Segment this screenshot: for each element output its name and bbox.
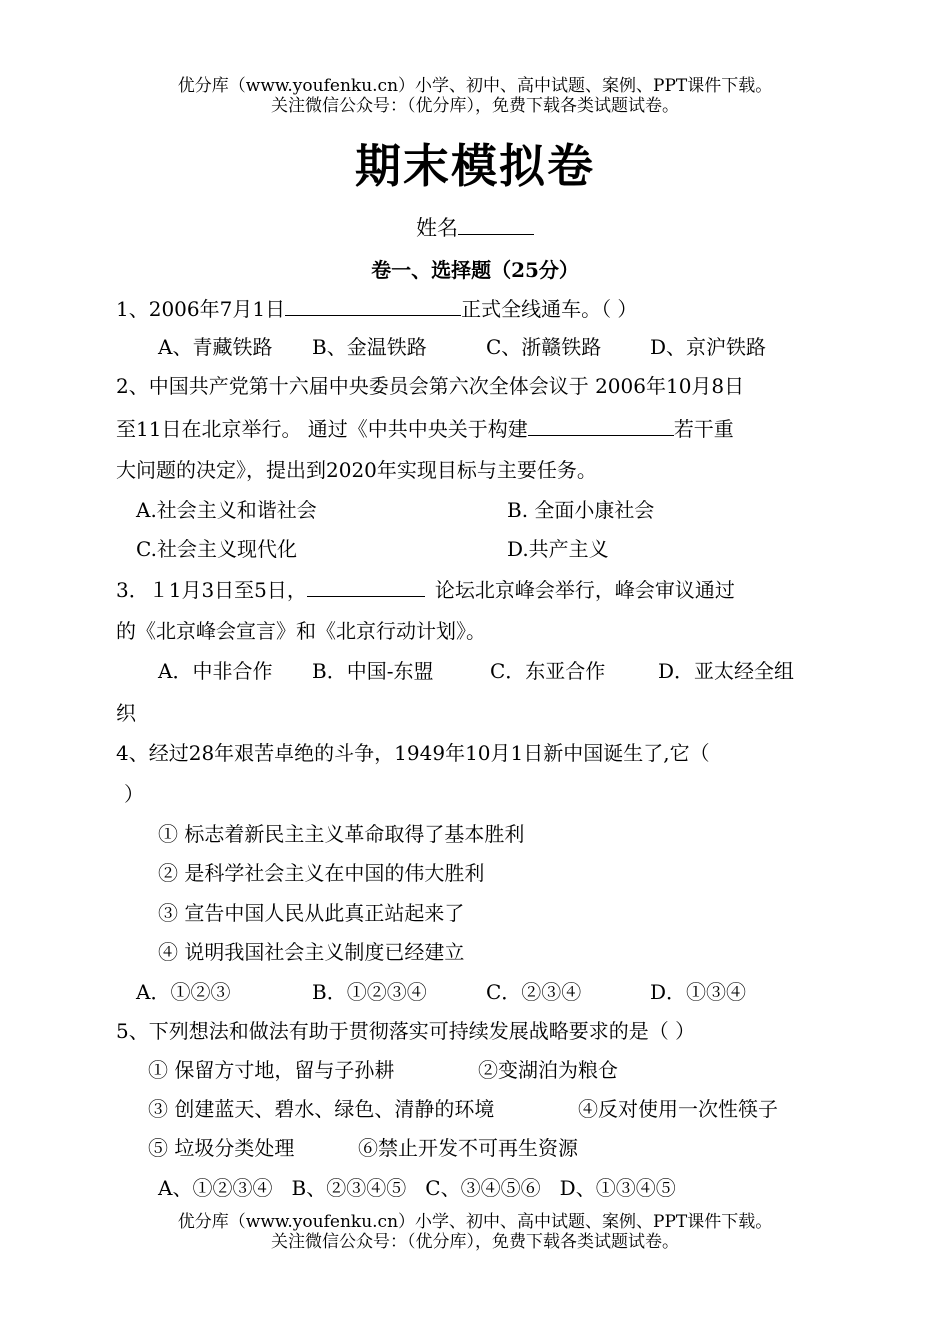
q5-item-6: ⑥禁止开发不可再生资源 (358, 1136, 578, 1160)
q2-option-b: B. 全面小康社会 (507, 498, 655, 522)
q3-text-post: 论坛北京峰会举行，峰会审议通过 (434, 578, 735, 602)
question-1 (116, 295, 637, 322)
q2-line-3: 大问题的决定》，提出到2020年实现目标与主要任务。 (116, 458, 597, 482)
q3-wrap: 织 (116, 701, 136, 725)
q1-option-b: B、金温铁路 (312, 335, 427, 359)
q3-line-2: 的《北京峰会宣言》和《北京行动计划》。 (116, 619, 486, 643)
q1-blank[interactable] (285, 295, 461, 316)
q4-statement-1: ① 标志着新民主主义革命取得了基本胜利 (158, 822, 525, 846)
q5-item-5: ⑤ 垃圾分类处理 (148, 1136, 295, 1160)
q4-line-2: ） (124, 782, 144, 806)
q5-item-1: ① 保留方寸地，留与子孙耕 (148, 1058, 395, 1082)
q3-option-b: B．中国-东盟 (312, 659, 434, 683)
header-line-2: 关注微信公众号：（优分库），免费下载各类试题试卷。 (271, 96, 679, 116)
q4-statement-3: ③ 宣告中国人民从此真正站起来了 (158, 901, 465, 925)
q2-text-post: 若干重 (673, 417, 734, 441)
q1-option-d: D、京沪铁路 (650, 335, 767, 359)
q4-statement-4: ④ 说明我国社会主义制度已经建立 (158, 940, 465, 964)
q3-option-a: A．中非合作 (158, 659, 273, 683)
q2-option-c: C.社会主义现代化 (136, 537, 297, 561)
q4-option-b: B．①②③④ (312, 980, 427, 1004)
q5-item-3: ③ 创建蓝天、碧水、绿色、清静的环境 (148, 1097, 495, 1121)
q1-option-a: A、青藏铁路 (158, 335, 273, 359)
q4-option-c: C．②③④ (486, 980, 582, 1004)
name-blank[interactable] (458, 214, 534, 235)
q5-options: A、①②③④ B、②③④⑤ C、③④⑤⑥ D、①③④⑤ (158, 1176, 676, 1200)
q2-option-a: A.社会主义和谐社会 (136, 498, 317, 522)
section-title: 卷一、选择题（25分） (371, 258, 579, 282)
q5-line-1: 5、下列想法和做法有助于贯彻落实可持续发展战略要求的是（ ） (116, 1019, 696, 1043)
q4-statement-2: ② 是科学社会主义在中国的伟大胜利 (158, 861, 485, 885)
q2-option-d: D.共产主义 (507, 537, 609, 561)
q3-option-d: D．亚太经全组 (658, 659, 795, 683)
name-field (0, 212, 950, 242)
q2-line-2 (116, 415, 734, 442)
q4-option-a: A．①②③ (136, 980, 231, 1004)
q4-option-d: D．①③④ (650, 980, 747, 1004)
q2-line-1: 2、中国共产党第十六届中央委员会第六次全体会议于 2006年10月8日 (116, 374, 745, 398)
q5-item-2: ②变湖泊为粮仓 (478, 1058, 618, 1082)
q3-option-c: C．东亚合作 (490, 659, 606, 683)
q4-line-1: 4、经过28年艰苦卓绝的斗争，1949年10月1日新中国诞生了,它（ (116, 741, 710, 765)
q2-text-pre: 至11日在北京举行。 通过《中共中央关于构建 (116, 417, 528, 441)
q1-text-post: 正式全线通车。（ ） (461, 297, 638, 321)
q2-blank[interactable] (528, 415, 674, 436)
q3-text-pre: 3．１1月3日至5日， (116, 578, 307, 602)
q1-option-c: C、浙赣铁路 (486, 335, 602, 359)
page-title: 期末模拟卷 (355, 139, 595, 193)
q3-blank[interactable] (307, 576, 425, 597)
footer-line-2: 关注微信公众号：（优分库），免费下载各类试题试卷。 (271, 1232, 679, 1252)
q3-line-1 (116, 576, 735, 603)
q1-text-pre: 1、2006年7月1日 (116, 297, 286, 321)
q5-item-4: ④反对使用一次性筷子 (578, 1097, 778, 1121)
header-line-1: 优分库（www.youfenku.cn）小学、初中、高中试题、案例、PPT课件下载。 (177, 76, 773, 96)
name-label: 姓名 (416, 216, 458, 240)
footer-line-1: 优分库（www.youfenku.cn）小学、初中、高中试题、案例、PPT课件下载。 (177, 1212, 773, 1232)
